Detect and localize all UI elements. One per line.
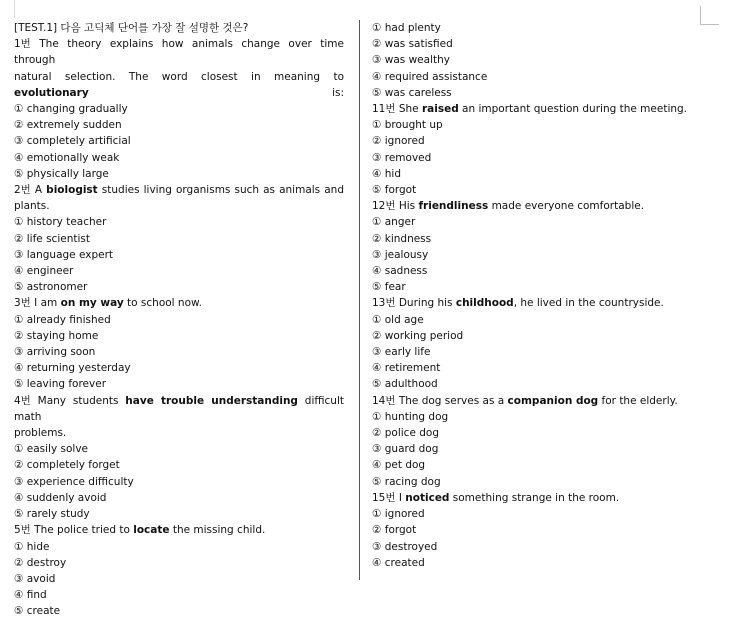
- question-text-part: 3번 I am: [14, 297, 61, 310]
- target-word: have trouble understanding: [125, 394, 298, 407]
- question-text-part: is:: [88, 86, 344, 99]
- question-text-part: 13번 During his: [372, 297, 456, 310]
- answer-option: ⑤ create: [14, 605, 61, 618]
- answer-option: ⑤ astronomer: [14, 281, 88, 294]
- answer-option: ② extremely sudden: [14, 119, 122, 132]
- target-word: biologist: [46, 184, 98, 197]
- answer-option: ③ avoid: [14, 572, 56, 585]
- question-text-part: 14번 The dog serves as a: [372, 394, 508, 407]
- test-header: [TEST.1] 다음 고딕체 단어를 가장 잘 설명한 것은?: [14, 22, 249, 34]
- question-text: [14, 295, 344, 311]
- question-text-part: natural selection. The word closest in meaning to: [14, 70, 344, 83]
- question-text-part: 4번 Many students: [14, 394, 126, 407]
- target-word: on my way: [60, 297, 124, 310]
- target-word: noticed: [405, 491, 450, 504]
- answer-option: ② ignored: [372, 135, 425, 148]
- answer-option: ⑤ racing dog: [372, 475, 441, 488]
- question-text: [372, 101, 688, 117]
- question-text: [14, 393, 344, 425]
- target-word: friendliness: [418, 200, 489, 213]
- question-text: [14, 198, 344, 214]
- question-text-part: 12번 His: [372, 200, 419, 213]
- answer-option: ① brought up: [372, 119, 443, 132]
- answer-option: ② was satisfied: [372, 38, 453, 51]
- question-text: [14, 36, 344, 68]
- answer-option: ④ engineer: [14, 265, 74, 278]
- answer-option: ② life scientist: [14, 232, 90, 245]
- right-column-lines: [372, 20, 688, 571]
- answer-option: ② destroy: [14, 556, 67, 569]
- answer-option: ⑤ adulthood: [372, 378, 438, 391]
- answer-option: ① old age: [372, 313, 424, 326]
- answer-option: ④ emotionally weak: [14, 151, 120, 164]
- target-word: childhood: [455, 297, 514, 310]
- question-text: [372, 490, 672, 506]
- answer-option: ⑤ forgot: [372, 184, 417, 197]
- answer-option: ② staying home: [14, 329, 99, 342]
- answer-option: ① hunting dog: [372, 410, 449, 423]
- answer-option: ④ find: [14, 589, 47, 602]
- answer-option: ④ sadness: [372, 265, 428, 278]
- target-word: raised: [421, 103, 459, 116]
- answer-option: ③ language expert: [14, 248, 114, 261]
- answer-option: ③ destroyed: [372, 540, 438, 553]
- question-text-part: something strange in the room.: [449, 491, 620, 504]
- right-column: [372, 20, 688, 571]
- answer-option: ① already finished: [14, 313, 111, 326]
- question-text: [14, 522, 344, 538]
- answer-option: ③ guard dog: [372, 443, 439, 456]
- target-word: companion dog: [507, 394, 599, 407]
- answer-option: ① hide: [14, 540, 50, 553]
- answer-option: ④ returning yesterday: [14, 362, 131, 375]
- answer-option: ① changing gradually: [14, 103, 128, 116]
- question-text-part: an important question during the meeting.: [458, 103, 688, 116]
- question-text: [14, 425, 344, 441]
- answer-option: ① easily solve: [14, 443, 88, 456]
- question-text: [14, 69, 344, 101]
- target-word: evolutionary: [14, 86, 89, 99]
- question-text: [14, 182, 344, 198]
- column-divider: [359, 20, 360, 580]
- question-text-part: to school now.: [123, 297, 202, 310]
- answer-option: ② working period: [372, 329, 464, 342]
- answer-option: ④ retirement: [372, 362, 441, 375]
- answer-option: ④ pet dog: [372, 459, 426, 472]
- answer-option: ③ arriving soon: [14, 346, 96, 359]
- answer-option: ③ completely artificial: [14, 135, 131, 148]
- answer-option: ③ removed: [372, 151, 432, 164]
- question-text-part: the missing child.: [169, 524, 266, 537]
- answer-option: ③ early life: [372, 346, 431, 359]
- answer-option: ① history teacher: [14, 216, 107, 229]
- question-text: [372, 295, 672, 311]
- answer-option: ⑤ rarely study: [14, 508, 90, 521]
- answer-option: ② forgot: [372, 524, 417, 537]
- question-text-part: , he lived in the countryside.: [513, 297, 664, 310]
- question-text-part: studies living organisms such as animals and: [97, 184, 344, 197]
- answer-option: ② kindness: [372, 232, 432, 245]
- question-text-part: made everyone comfortable.: [488, 200, 645, 213]
- target-word: locate: [133, 524, 170, 537]
- page-corner-mark: [700, 6, 719, 25]
- question-text-part: 15번 I: [372, 491, 406, 504]
- answer-option: ③ was wealthy: [372, 54, 450, 67]
- question-text-part: for the elderly.: [598, 394, 678, 407]
- question-text-part: problems.: [14, 427, 67, 440]
- answer-option: ⑤ physically large: [14, 167, 109, 180]
- question-text-part: 11번 She: [372, 103, 422, 116]
- left-column-lines: [14, 36, 344, 619]
- question-text: [372, 393, 678, 409]
- answer-option: ④ suddenly avoid: [14, 491, 107, 504]
- answer-option: ① ignored: [372, 508, 425, 521]
- margin-guide-mark: [14, 0, 15, 18]
- answer-option: ② completely forget: [14, 459, 120, 472]
- answer-option: ① had plenty: [372, 22, 441, 34]
- question-text: [372, 198, 672, 214]
- answer-option: ⑤ was careless: [372, 86, 452, 99]
- left-column: [14, 20, 344, 620]
- answer-option: ⑤ leaving forever: [14, 378, 107, 391]
- answer-option: ⑤ fear: [372, 281, 406, 294]
- answer-option: ② police dog: [372, 427, 439, 440]
- question-text-part: 2번 A: [14, 184, 47, 197]
- answer-option: ① anger: [372, 216, 416, 229]
- answer-option: ④ required assistance: [372, 70, 488, 83]
- question-text-part: plants.: [14, 200, 50, 213]
- question-text-part: 1번 The theory explains how animals change over time through: [14, 38, 344, 67]
- answer-option: ④ created: [372, 556, 425, 569]
- question-text-part: 5번 The police tried to: [14, 524, 134, 537]
- answer-option: ③ experience difficulty: [14, 475, 134, 488]
- answer-option: ④ hid: [372, 167, 401, 180]
- question-text-part: difficult math: [14, 394, 344, 423]
- answer-option: ③ jealousy: [372, 248, 429, 261]
